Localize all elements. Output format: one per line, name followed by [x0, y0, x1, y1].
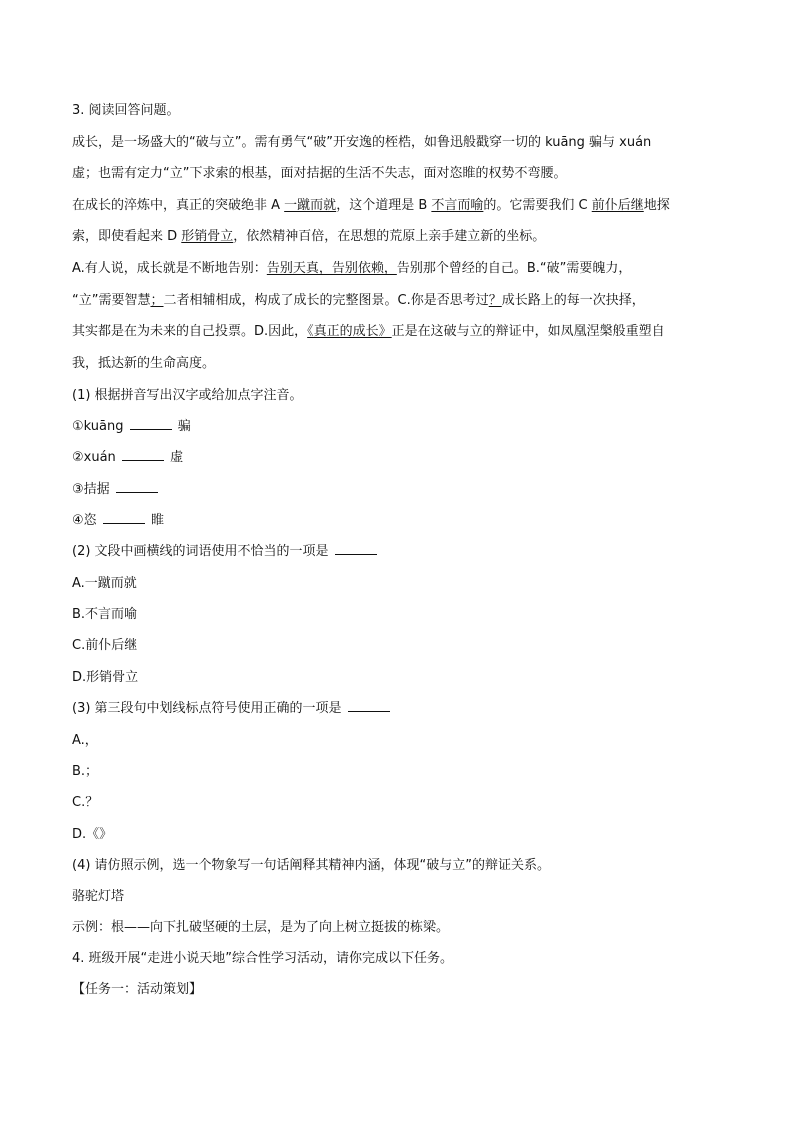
- underlined-punct-c: ？: [488, 293, 502, 308]
- answer-blank[interactable]: [103, 511, 145, 524]
- subquestion-4-example: 示例：根——向下扎破坚硬的土层，是为了向上树立挺拔的栋梁。: [72, 920, 450, 935]
- option-c: C.？: [72, 795, 99, 810]
- passage-paragraph-1-line-2: 虚；也需有定力“立”下求索的根基，面对拮据的生活不失志，面对恣睢的权势不弯腰。: [72, 166, 567, 181]
- subquestion-1-item-3: ③拮据: [72, 480, 724, 500]
- option-a: A.一蹴而就: [72, 576, 137, 591]
- passage-paragraph-2-line-1: 在成长的淬炼中，真正的突破绝非 A 一蹴而就，这个道理是 B 不言而喻的。它需要我们 C 前仆后继地探: [72, 198, 670, 213]
- underlined-punct-a: 告别天真，告别依赖，: [266, 261, 397, 276]
- option-d: D.《》: [72, 827, 113, 842]
- option-b: B.不言而喻: [72, 607, 138, 622]
- question-4-title: 4. 班级开展“走进小说天地”综合性学习活动，请你完成以下任务。: [72, 951, 454, 966]
- underlined-punct-b: ；: [150, 293, 164, 308]
- passage-paragraph-1-line-1: 成长，是一场盛大的“破与立”。需有勇气“破”开安逸的桎梏，如鲁迅般戳穿一切的 kuāng 骗与 xuán: [72, 135, 652, 150]
- subquestion-1-item-2: ②xuán 虚: [72, 450, 184, 465]
- subquestion-4-objects: 骆驼灯塔: [72, 889, 125, 904]
- subquestion-3: (3) 第三段句中划线标点符号使用正确的一项是: [72, 699, 724, 719]
- underlined-punct-d: 《真正的成长》: [307, 324, 392, 339]
- passage-paragraph-3-line-1: A.有人说，成长就是不断地告别：告别天真，告别依赖，告别那个曾经的自己。B.“破”需要魄力，: [72, 261, 632, 276]
- answer-blank[interactable]: [348, 699, 390, 712]
- option-a: A.，: [72, 733, 98, 748]
- underlined-word-d: 形销骨立: [181, 229, 234, 244]
- passage-paragraph-2-line-2: 索，即使看起来 D 形销骨立，依然精神百倍，在思想的荒原上亲手建立新的坐标。: [72, 229, 546, 244]
- passage-paragraph-3-line-3: 其实都是在为未来的自己投票。D.因此，《真正的成长》正是在这破与立的辩证中，如凤凰涅槃般重塑自: [72, 324, 665, 339]
- task-1-heading: 【任务一：活动策划】: [72, 982, 203, 997]
- passage-paragraph-3-line-2: “立”需要智慧；二者相辅相成，构成了成长的完整图景。C.你是否思考过？成长路上的每一次抉择，: [72, 293, 645, 308]
- answer-blank[interactable]: [130, 417, 172, 430]
- underlined-word-a: 一蹴而就: [284, 198, 337, 213]
- subquestion-1-item-1: ①kuāng 骗: [72, 419, 191, 434]
- option-b: B.；: [72, 764, 99, 779]
- question-3-title: 3. 阅读回答问题。: [72, 103, 180, 118]
- passage-paragraph-3-line-4: 我，抵达新的生命高度。: [72, 356, 216, 371]
- subquestion-4: (4) 请仿照示例，选一个物象写一句话阐释其精神内涵，体现“破与立”的辩证关系。: [72, 858, 551, 873]
- underlined-word-b: 不言而喻: [431, 198, 484, 213]
- subquestion-1: (1) 根据拼音写出汉字或给加点字注音。: [72, 388, 303, 403]
- answer-blank[interactable]: [116, 480, 158, 493]
- option-c: C.前仆后继: [72, 638, 138, 653]
- answer-blank[interactable]: [122, 448, 164, 461]
- subquestion-1-item-4: ④恣 睢: [72, 513, 164, 528]
- option-d: D.形销骨立: [72, 670, 139, 685]
- answer-blank[interactable]: [335, 542, 377, 555]
- subquestion-2: (2) 文段中画横线的词语使用不恰当的一项是: [72, 542, 724, 562]
- underlined-word-c: 前仆后继: [591, 198, 644, 213]
